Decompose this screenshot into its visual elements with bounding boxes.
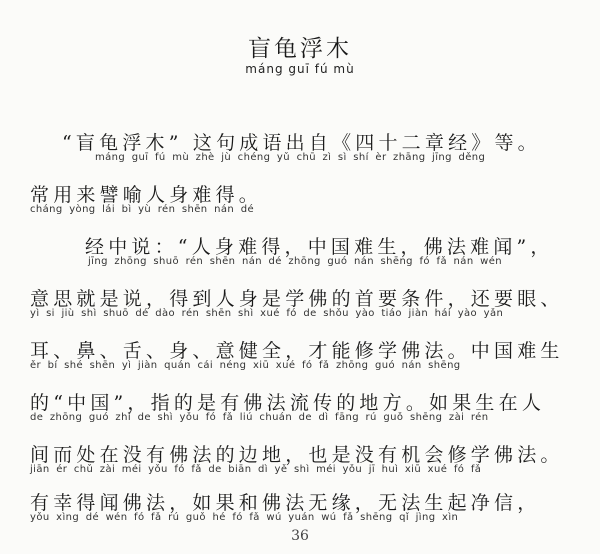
page-title: 盲龟浮木 bbox=[248, 36, 352, 62]
line-pinyin: máng guī fú mù zhè jù chéng yǔ chū zì sì shí èr zhāng jīng děng bbox=[95, 152, 486, 163]
line-pinyin: jīng zhōng shuō rén shēn nán dé zhōng guó nán shēng fó fǎ nán wén bbox=[88, 256, 503, 267]
line-hanzi: 有幸得闻佛法，如果和佛法无缘，无法生起净信， bbox=[30, 492, 541, 514]
line-hanzi: 常用来譬喻人身难得。 bbox=[30, 184, 263, 206]
page-title-pinyin: máng guī fú mù bbox=[245, 62, 355, 76]
line-pinyin: jiān ér chǔ zài méi yǒu fó fǎ de biān dì yě shì méi yǒu jī huì xiū xué fó fǎ bbox=[30, 464, 482, 475]
line-pinyin: ěr bí shé shēn yì jiàn quán cái néng xiū xué fó fǎ zhōng guó nán shēng bbox=[30, 360, 461, 371]
line-hanzi: “盲龟浮木” 这句成语出自《四十二章经》等。 bbox=[62, 132, 541, 154]
line-pinyin: cháng yòng lái bì yù rén shēn nán dé bbox=[30, 204, 254, 215]
line-hanzi: 的“中国”，指的是有佛法流传的地方。如果生在人 bbox=[30, 392, 546, 414]
page-number: 36 bbox=[291, 528, 309, 544]
line-hanzi: 间而处在没有佛法的边地，也是没有机会修学佛法。 bbox=[30, 444, 564, 466]
line-pinyin: yì si jiù shì shuō dé dào rén shēn shì xué fó de shǒu yào tiáo jiàn hái yào yǎn bbox=[30, 308, 504, 319]
line-hanzi: 耳、鼻、舌、身、意健全，才能修学佛法。中国难生 bbox=[30, 340, 564, 362]
line-hanzi: 意思就是说，得到人身是学佛的首要条件，还要眼、 bbox=[30, 288, 564, 310]
line-pinyin: yǒu xìng dé wén fó fǎ rú guǒ hé fó fǎ wú yuán wú fǎ shēng qǐ jìng xìn bbox=[30, 512, 459, 523]
line-hanzi: 经中说：“人身难得，中国难生，佛法难闻”， bbox=[85, 236, 554, 258]
line-pinyin: de zhōng guó zhǐ de shì yǒu fó fǎ liú chuán de dì fāng rú guǒ shēng zài rén bbox=[30, 412, 489, 423]
